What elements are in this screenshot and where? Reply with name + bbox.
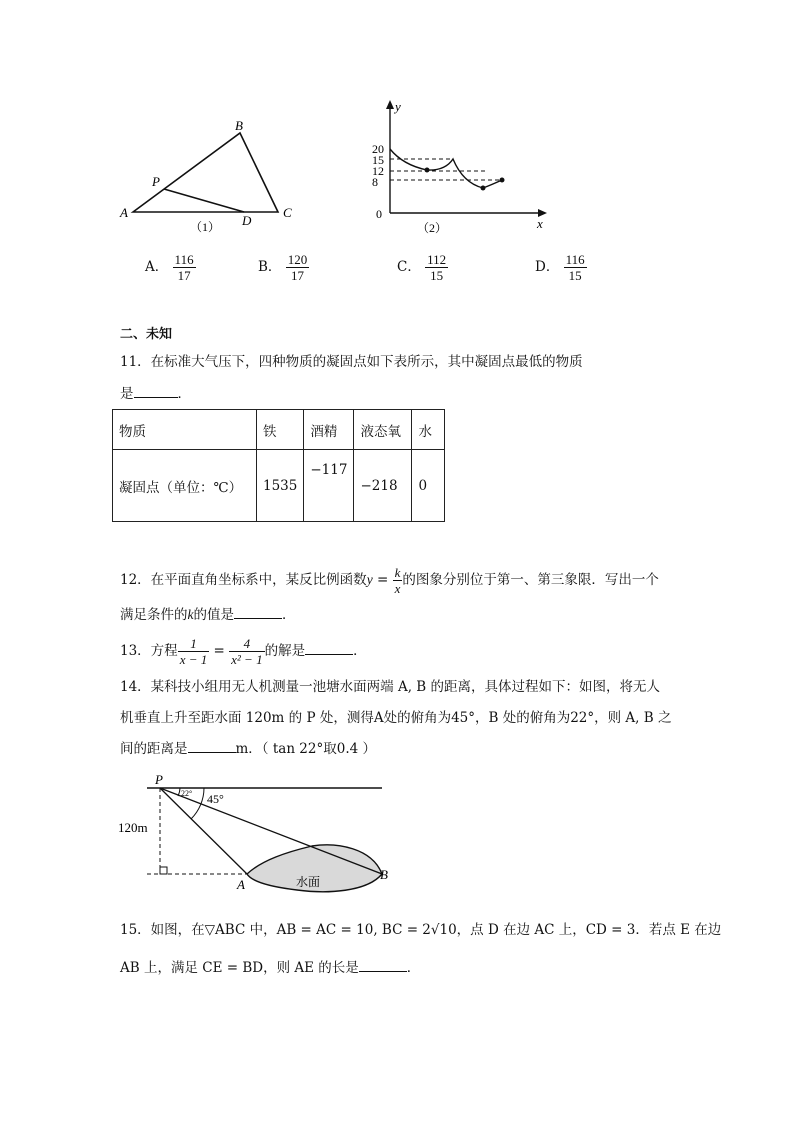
answer-blank[interactable] — [359, 958, 407, 972]
curve-point — [425, 168, 430, 173]
figure-2-caption: （2） — [417, 221, 448, 235]
q12-line1: 12．在平面直角坐标系中，某反比例函数y = $\frac{k}{x}$ 的图象分别位于第一、第三象限．写出一个 — [120, 565, 659, 596]
table-header: 铁 — [257, 410, 304, 450]
q14-line1: 14．某科技小组用无人机测量一池塘水面两端 A, B 的距离，具体过程如下：如图，将无人 — [120, 679, 661, 695]
table-cell: 0 — [412, 450, 445, 522]
choice-b[interactable] — [258, 252, 309, 283]
angle-arc-large — [191, 788, 204, 819]
table-cell: −218 — [354, 450, 412, 522]
choice-letter: B． — [258, 259, 282, 275]
label-p: P — [152, 174, 160, 189]
q11-line2: 是 ． — [120, 386, 191, 402]
fraction-k-over-x: $\frac{k}{x}$ — [394, 565, 401, 596]
freezing-point-table — [112, 409, 445, 522]
table-row-label: 凝固点（单位：℃） — [113, 450, 257, 522]
answer-blank[interactable] — [305, 641, 353, 655]
label-c: C — [283, 205, 292, 220]
label-a: A — [237, 877, 245, 892]
section-heading: 二、未知 — [120, 327, 173, 342]
fraction-1: $\frac{1}{x - 1}$ — [179, 636, 208, 667]
angle-45-label: 45° — [207, 792, 224, 806]
label-p: P — [155, 772, 163, 787]
choice-fraction: $\frac{112}{15}$ — [427, 252, 447, 283]
angle-arc-small — [178, 788, 180, 796]
y-tick-15: 15 — [372, 153, 384, 167]
q15-line2: AB 上，满足 CE = BD，则 AE 的长是 ． — [120, 960, 421, 976]
label-b: B — [380, 867, 388, 882]
y-axis-arrow — [386, 100, 394, 109]
curve-point — [481, 186, 486, 191]
q13-line: 13．方程 $\frac{1}{x - 1}$ = $\frac{4}{\text{x² − 1}}$ 的解是 ． — [120, 636, 367, 667]
choice-a[interactable] — [145, 252, 196, 283]
answer-blank[interactable] — [234, 605, 282, 619]
answer-blank[interactable] — [188, 739, 236, 753]
function-curve — [390, 149, 502, 188]
figure-2-graph — [365, 95, 555, 240]
origin-label: 0 — [376, 207, 382, 221]
q14-line2: 机垂直上升至距水面 120m 的 P 处，测得A处的俯角为45°，B 处的俯角为22°，则 A, B 之 — [120, 710, 672, 726]
choice-c[interactable] — [397, 252, 448, 283]
angle-22-label: 22° — [181, 789, 193, 798]
curve-point — [500, 178, 505, 183]
fraction-2: $\frac{4}{\text{x² − 1}}$ — [231, 636, 263, 667]
table-header: 液态氧 — [354, 410, 412, 450]
choice-fraction: $\frac{116}{15}$ — [565, 252, 585, 283]
table-header: 酒精 — [304, 410, 354, 450]
figure-1-caption: （1） — [190, 220, 221, 234]
drone-figure — [112, 770, 397, 895]
q12-line2: 满足条件的k的值是 ． — [120, 607, 296, 623]
label-b: B — [235, 118, 243, 133]
q11-line1: 11．在标准大气压下，四种物质的凝固点如下表所示，其中凝固点最低的物质 — [120, 354, 583, 370]
answer-blank[interactable] — [134, 384, 178, 398]
y-tick-12: 12 — [372, 164, 384, 178]
choice-letter: D． — [535, 259, 560, 275]
choice-d[interactable] — [535, 252, 587, 283]
figure-1-triangle — [115, 115, 315, 240]
right-angle-mark — [160, 867, 167, 874]
table-header: 水 — [412, 410, 445, 450]
water-label: 水面 — [296, 875, 321, 889]
sight-line-a — [160, 788, 247, 874]
label-a: A — [120, 205, 128, 220]
x-axis-label: x — [537, 216, 543, 231]
table-header: 物质 — [113, 410, 257, 450]
y-tick-8: 8 — [372, 175, 378, 189]
height-label: 120m — [118, 820, 148, 835]
table-cell: −117 — [304, 450, 354, 522]
choice-fraction: $\frac{116}{17}$ — [174, 252, 194, 283]
y-axis-label: y — [395, 99, 401, 114]
segment-pd — [164, 189, 244, 212]
label-d: D — [242, 213, 252, 228]
y-tick-20: 20 — [372, 142, 384, 156]
table-cell: 1535 — [257, 450, 304, 522]
choice-fraction: $\frac{120}{17}$ — [287, 252, 308, 283]
choice-letter: A． — [145, 259, 169, 275]
q15-line1: 15．如图，在▽ABC 中，AB = AC = 10, BC = 2√10，点 D 在边 AC 上，CD = 3．若点 E 在边 — [120, 922, 722, 938]
choice-letter: C． — [397, 259, 421, 275]
q14-line3: 间的距离是 m．（ tan 22°取0.4 ） — [120, 741, 376, 757]
